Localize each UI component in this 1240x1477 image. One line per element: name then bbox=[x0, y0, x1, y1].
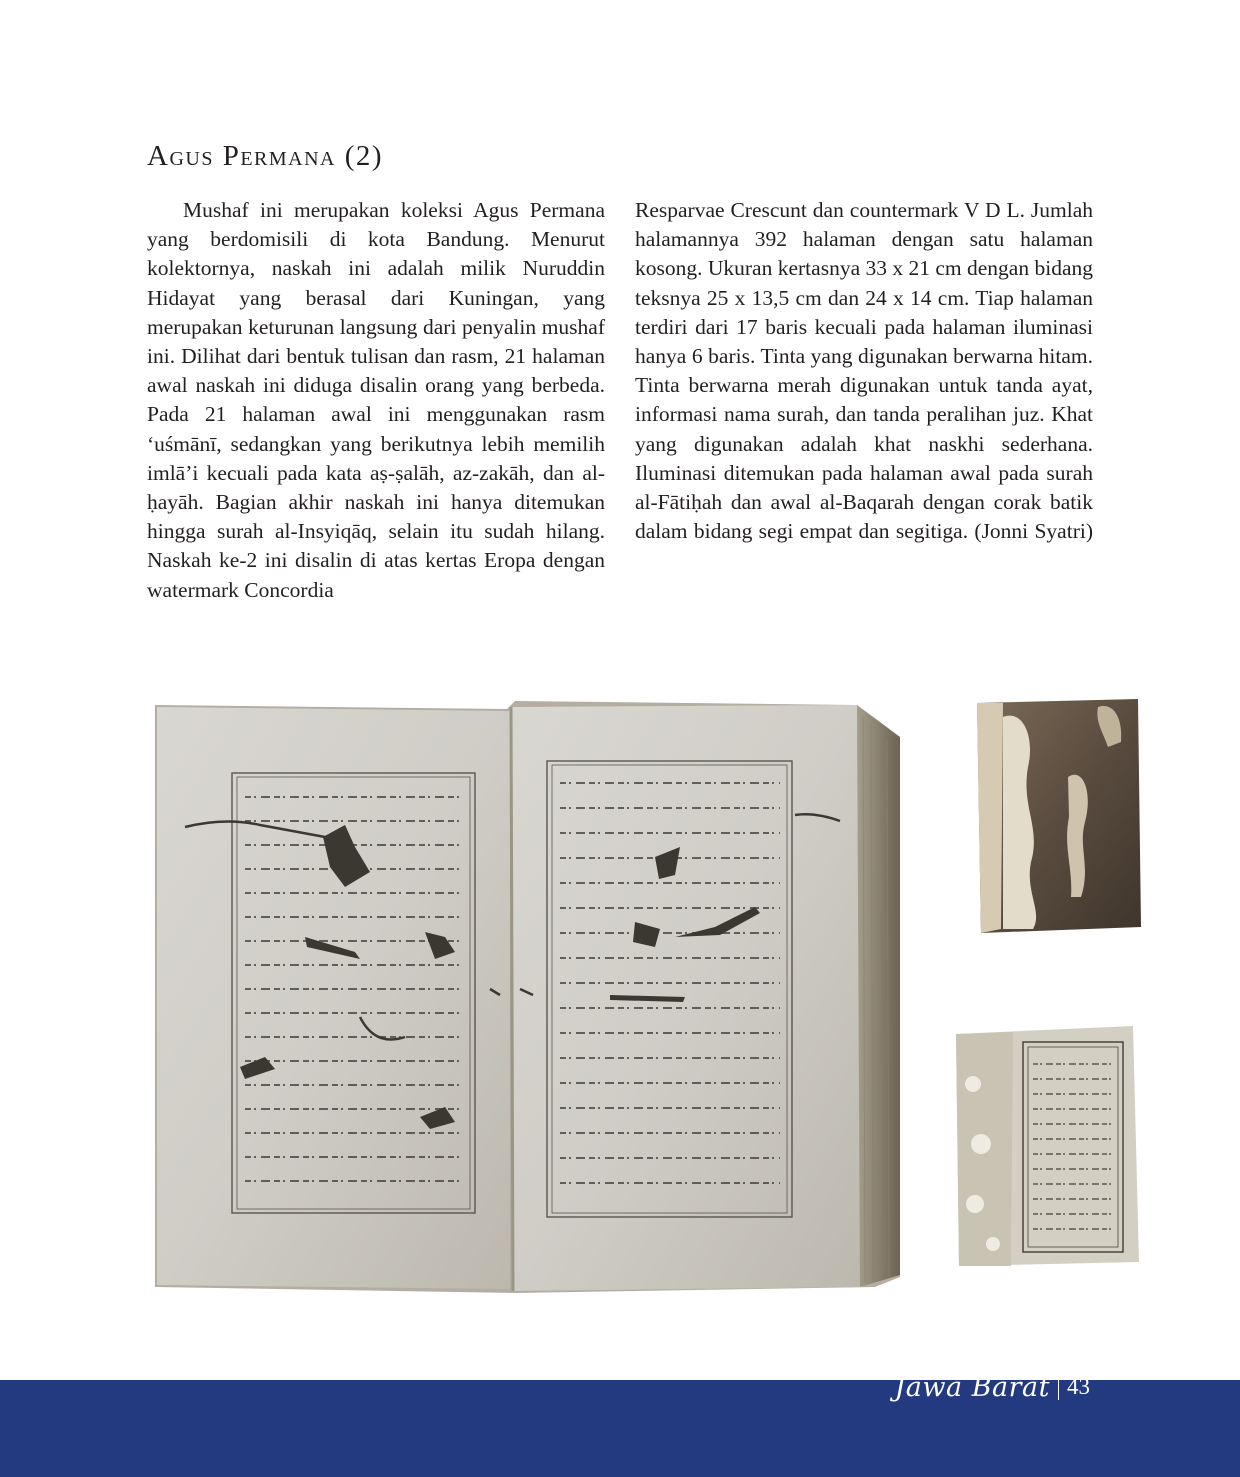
manuscript-illuminated-page-photo bbox=[953, 1024, 1140, 1268]
region-label: Jawa Barat bbox=[894, 1371, 1050, 1403]
body-text-right-column: Resparvae Crescunt dan countermark V D L. Jumlah halamannya 392 halaman dengan satu halaman kosong. Ukuran kertasnya 33 x 21 cm dengan bidang teksnya 25 x 13,5 cm dan 24 x 14 cm. Tiap halaman terdiri dari 17 baris kecuali pada halaman iluminasi hanya 6 baris. Tinta yang digunakan berwarna hitam. Tinta berwarna merah digunakan untuk tanda ayat, informasi nama surah, dan tanda peralihan juz. Khat yang digunakan adalah khat naskhi sederhana. Iluminasi ditemukan pada halaman awal pada surah al-Fātiḥah dan awal al-Baqarah dengan corak batik dalam bidang segi empat dan segitiga. (Jonni Syatri) bbox=[635, 198, 1093, 544]
article-title: Agus Permana (2) bbox=[147, 140, 384, 172]
page-number: 43 bbox=[1067, 1374, 1090, 1399]
manuscript-cover-photo bbox=[973, 697, 1143, 935]
body-text-left-column: Mushaf ini merupakan koleksi Agus Permana yang berdomisili di kota Bandung. Menurut kolektornya, naskah ini adalah milik Nuruddin Hidayat yang berasal dari Kuningan, yang merupakan keturunan langsung dari penyalin mushaf ini. Dilihat dari bentuk tulisan dan rasm, 21 halaman awal naskah ini diduga disalin orang yang berbeda. Pada 21 halaman awal ini menggunakan rasm ‘uśmānī, sedangkan yang berikutnya lebih memilih imlā’i kecuali pada kata aṣ-ṣalāh, az-zakāh, dan al-ḥayāh. Bagian akhir naskah ini hanya ditemukan hingga surah al-Insyiqāq, selain itu sudah hilang. Naskah ke-2 ini disalin di atas kertas Eropa dengan watermark Concordia bbox=[147, 198, 605, 602]
running-footer bbox=[894, 1372, 1090, 1402]
footer-divider bbox=[1058, 1374, 1059, 1400]
manuscript-open-spread-photo bbox=[155, 697, 903, 1295]
